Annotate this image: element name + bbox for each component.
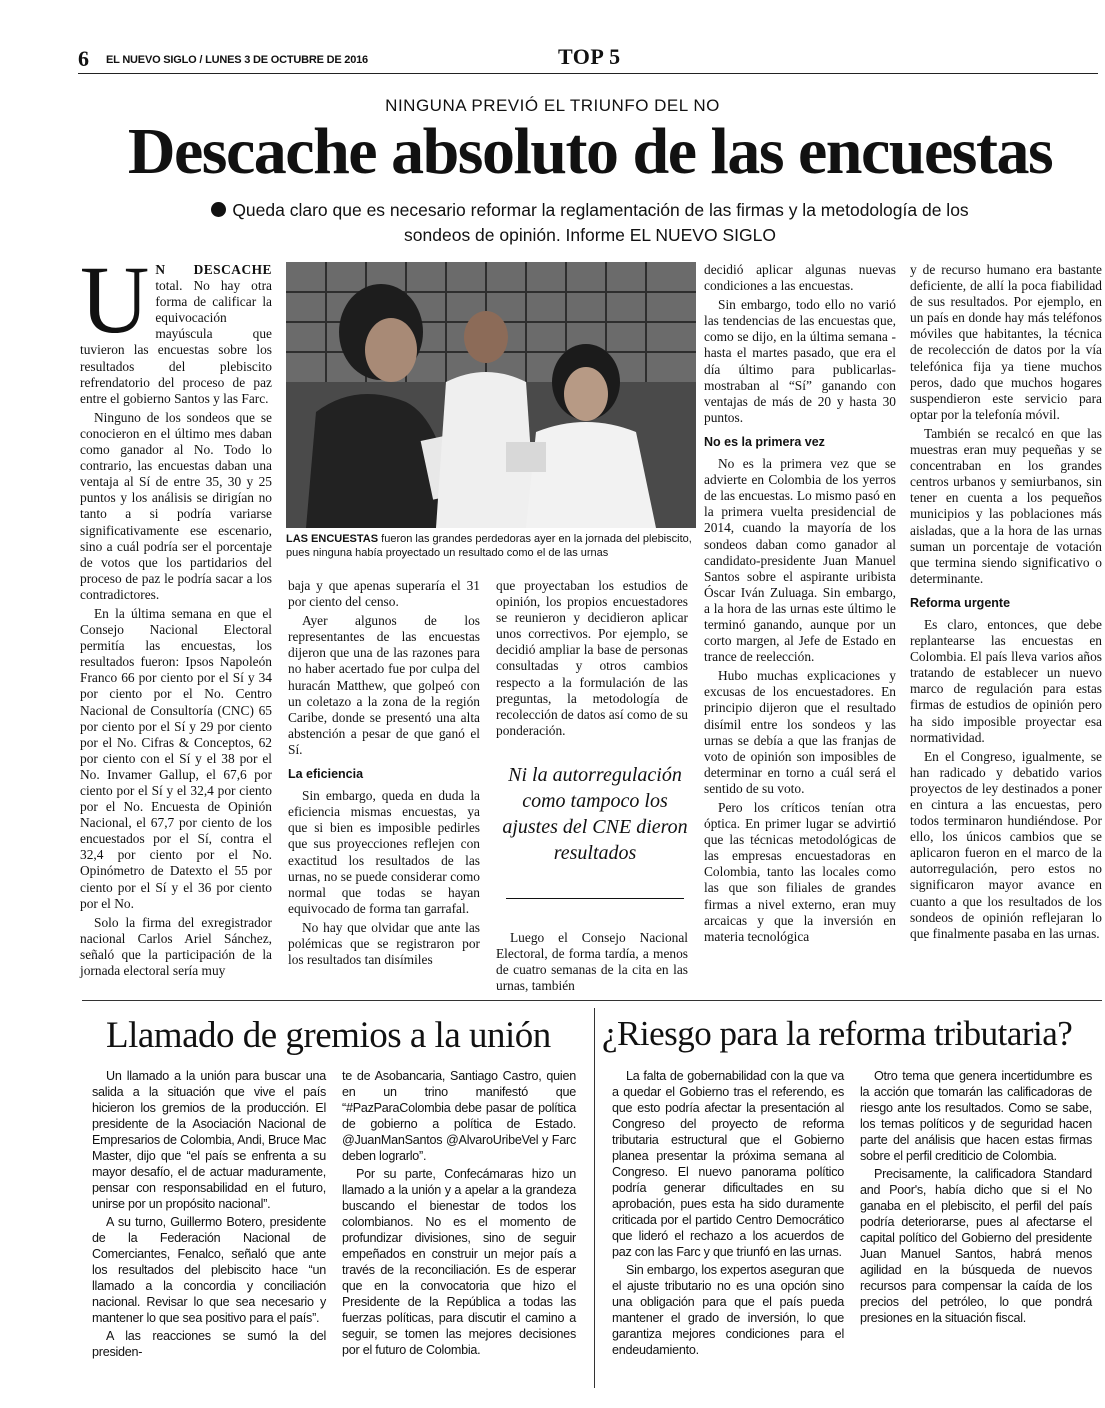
page-number: 6 bbox=[78, 46, 89, 71]
article-column-4 bbox=[704, 262, 896, 948]
section-title: TOP 5 bbox=[558, 44, 621, 69]
paragraph: Otro tema que genera incertidumbre es la acción que tomarán las calificadoras de riesgo ante los resultados. Como se sabe, los temas políticos y de seguridad hacen parte del análisis que hacen estas firmas sobre el perfil crediticio de Colombia. bbox=[860, 1069, 1092, 1163]
article-column-2 bbox=[288, 578, 480, 971]
paragraph: Hubo muchas explicaciones y excusas de los encuestadores. En principio dijeron que el resultado disímil entre los sondeos y las urnas se debía a que las franjas de voto de opinión son imposibles de determinar en torno a cuál será el sentido de su voto. bbox=[704, 668, 896, 796]
paragraph: En la última semana en que el Consejo Nacional Electoral permitía las encuestas, los resultados fueron: Ipsos Napoleón Franco 66 por ciento por el Sí y 34 por ciento por el No. Centro Nacional de Consultoría (CNC) 65 por ciento por el Sí y 29 por ciento por el No. Cifras & Conceptos, 62 por ciento con el Sí y el 38 por el No. Invamer Gallup, el 67,6 por ciento por el Sí y el 32,4 por ciento por el No. Encuesta de Opinión Nacional, el 67,7 por ciento de los encuestados por el Sí, contra el 32,4 por ciento por el No. Opinómetro de Datexto el 55 por ciento por el Sí y el 36 por ciento por el No. bbox=[80, 605, 272, 911]
paragraph: decidió aplicar algunas nuevas condiciones a las encuestas. bbox=[704, 262, 896, 294]
photo-caption bbox=[286, 532, 696, 560]
paragraph: Ayer algunos de los representantes de las encuestas dijeron que una de las razones para no haber acertado fue por culpa del huracán Matthew, que golpeó con un coletazo a la zona de la región Caribe, donde se presentó una alta abstención a pesar de que ganó el Sí. bbox=[288, 613, 480, 757]
paragraph: No es la primera vez que se advierte en Colombia de los yerros de las encuestas. Lo mismo pasó en la primera vuelta presidencial de 2014, cuando la mayoría de los sondeos daban como ganador al candidato-presidente Juan Manuel Santos sobre el aspirante uribista Óscar Iván Zuluaga. Sin embargo, a la hora de las urnas este último le terminó ganando, aunque por un corto margen, al Jefe de Estado en trance de reelección. bbox=[704, 456, 896, 665]
subheading: La eficiencia bbox=[288, 767, 364, 782]
paragraph: Luego el Consejo Nacional Electoral, de forma tardía, a menos de cuatro semanas de la cita en las urnas, también bbox=[496, 930, 688, 994]
gremios-headline: Llamado de gremios a la unión bbox=[106, 1015, 551, 1056]
paragraph: La falta de gobernabilidad con la que va a quedar el Gobierno tras el referendo, es que esto podría afectar la presentación al Congreso del proyecto de reforma tributaria estructural que el Gobierno planea presentar la próxima semana al Congreso. El nuevo panorama político podría generar dificultades en su aprobación, pues esta ha sido duramente criticada por el partido Centro Democrático que lideró el rechazo a los acuerdos de paz con las Farc y que triunfó en las urnas. bbox=[612, 1069, 844, 1259]
paragraph: Sin embargo, los expertos aseguran que el ajuste tributario no es una opción sino una obligación para que el país pueda mantener el grado de inversión, lo que garantiza mejores condiciones para el endeudamiento. bbox=[612, 1263, 844, 1357]
publication-date: EL NUEVO SIGLO / LUNES 3 DE OCTUBRE DE 2016 bbox=[106, 54, 368, 66]
paragraph: También se recalcó en que las muestras eran muy pequeñas y se concentraban en los grandes centros urbanos y semiurbanos, sin tener en cuenta a los pequeños municipios y las poblaciones más aisladas, que a la hora de las urnas suman un porcentaje de votación que termina siendo significativo o determinante. bbox=[910, 425, 1102, 586]
paragraph: A su turno, Guillermo Botero, presidente de la Federación Nacional de Comerciantes, Fenalco, señaló que ante los resultados del plebiscito hace “un llamado a la concordia y conciliación nacional. Revisar lo que sea necesario y mantener lo que sea positivo para el país”. bbox=[92, 1215, 326, 1325]
article-photo bbox=[286, 262, 696, 528]
paragraph: Precisamente, la calificadora Standard and Poor's, había dicho que si el No ganaba en el plebiscito, el perfil del país podría deteriorarse, pues al afectarse el capital político del Gobierno del presidente Juan Manuel Santos, habrá menos agilidad en la búsqueda de nuevos recursos para compensar la caída de los precios del petróleo, lo que pondrá presiones en la situación fiscal. bbox=[860, 1167, 1092, 1325]
gremios-column-1 bbox=[92, 1068, 326, 1362]
lead-caps: N DESCACHE bbox=[155, 262, 272, 277]
article-column-3 bbox=[496, 578, 688, 742]
article-column-5 bbox=[910, 262, 1102, 945]
drop-cap: U bbox=[80, 246, 150, 353]
paragraph: Sin embargo, queda en duda la eficiencia mismas encuestas, ya que si bien es imposible pedirles que sus proyecciones reflejen con exactitud los resultados de las urnas, no se puede considerar como normal que todas se hayan equivocado de forma tan garrafal. bbox=[288, 788, 480, 916]
pull-quote: Ni la autorregulación como tampoco los ajustes del CNE dieron resultados bbox=[502, 764, 688, 864]
pull-quote-rule bbox=[506, 898, 684, 899]
paragraph: y de recurso humano era bastante deficiente, de allí la poca fiabilidad de sus resultados. Por ejemplo, en un país en donde hay más teléfonos móviles que habitantes, la técnica de recolección de datos por la vía telefónica fija ya tiene muchos peros, dado que muchos hogares suspendieron este servicio para optar por la telefonía móvil. bbox=[910, 262, 1102, 422]
deck bbox=[180, 198, 1000, 248]
paragraph: total. No hay otra forma de calificar la equivocación mayúscula que tuvieron las encuestas sobre los resultados del plebiscito refrendatorio del proceso de paz entre el gobierno Santos y las Farc. bbox=[80, 278, 272, 406]
lead-paragraph bbox=[80, 246, 272, 407]
paragraph: Sin embargo, todo ello no varió las tendencias de las encuestas que, como se dijo, en la última semana -hasta el martes pasado, que era el día último para publicarlas- mostraban al “Sí” ganando con ventajas de más de 20 y hasta 30 puntos. bbox=[704, 297, 896, 425]
kicker: NINGUNA PREVIÓ EL TRIUNFO DEL NO bbox=[385, 96, 720, 115]
subheading: No es la primera vez bbox=[704, 434, 825, 449]
subheading: Reforma urgente bbox=[910, 595, 1011, 610]
caption-lead: LAS ENCUESTAS bbox=[286, 533, 379, 545]
paragraph: Solo la firma del exregistrador nacional Carlos Ariel Sánchez, señaló que la participación de la jornada electoral sería muy bbox=[80, 914, 272, 979]
paragraph: Un llamado a la unión para buscar una salida a la situación que vive el país hicieron los gremios de la producción. El presidente de la Asociación Nacional de Empresarios de Colombia, Andi, Bruce Mac Master, dijo que “el país se enfrenta a su mayor desafío, el de actuar maduramente, pensar con responsabilidad en el futuro, unirse por un propósito nacional”. bbox=[92, 1069, 326, 1211]
paragraph: Por su parte, Confecámaras hizo un llamado a la unión y a apelar a la grandeza buscando el bienestar de todos los colombianos. No es el momento de profundizar divisiones, sino de seguir empeñados en construir un mejor país a través de la reconciliación. Es de esperar que en la convocatoria que hizo el Presidente de la República a todas las fuerzas políticas, para discutir el camino a seguir, se tomen las mejores decisiones por el futuro de Colombia. bbox=[342, 1167, 576, 1357]
paragraph: te de Asobancaria, Santiago Castro, quien en un trino manifestó que “#PazParaColombia debe pasar de política de gobierno a política de Estado. @JuanManSantos @AlvaroUribeVel y Farc deben lograrlo”. bbox=[342, 1069, 576, 1163]
page-header bbox=[78, 44, 1098, 74]
article-column-3-end bbox=[496, 930, 688, 997]
photo-illustration bbox=[286, 262, 696, 528]
bullet-icon bbox=[211, 202, 226, 217]
paragraph: Ninguno de los sondeos que se conocieron en el último mes daban como ganador al No. Todo lo contrario, las encuestas daban una ventaja al Sí de entre 35, 30 y 25 puntos y los análisis se dirigían no tanto a si podría variarse significativamente ese escenario, sino a cuál podría ser el porcentaje de votos que los partidarios del proceso de paz le podría sacar a los contradictores. bbox=[80, 409, 272, 602]
paragraph: Pero los críticos tenían otra óptica. En primer lugar se advirtió que las técnicas metodológicas de las empresas encuestadoras en Colombia, tanto las locales como las que son filiales de grandes firmas a nivel externo, eran muy arcaicas y que la inversión en materia tecnológica bbox=[704, 800, 896, 944]
tributaria-column-1 bbox=[612, 1068, 844, 1360]
paragraph: En el Congreso, igualmente, se han radicado y debatido varios proyectos de ley destinados a poner en cintura a las encuestas, pero todos terminaron hundiéndose. Por ello, los únicos cambios que se aplicaron fueron en el marco de la autorregulación, pero estos no significaron mayor avance en cuanto a que los resultados de los sondeos de opinión reflejaran lo que finalmente pasaba en las urnas. bbox=[910, 748, 1102, 941]
paragraph: A las reacciones se sumó la del presiden- bbox=[92, 1329, 326, 1359]
paragraph: No hay que olvidar que ante las polémicas que se registraron por los resultados tan disímiles bbox=[288, 919, 480, 968]
caption-text: fueron las grandes perdedoras ayer en la jornada del plebiscito, pues ninguna había proyectado un resultado como el de las urnas bbox=[286, 533, 692, 559]
article-column-1 bbox=[80, 246, 272, 982]
gremios-column-2 bbox=[342, 1068, 576, 1360]
paragraph: que proyectaban los estudios de opinión, los propios encuestadores se reunieron y decidieron aplicar unos correctivos. Por ejemplo, se decidió ampliar la base de personas consultadas y otros cambios respecto a la formulación de las preguntas, la metodología de recolección de datos así como de su ponderación. bbox=[496, 578, 688, 738]
deck-text: Queda claro que es necesario reformar la reglamentación de las firmas y la metodología de los sondeos de opinión. Informe EL NUEVO SIGLO bbox=[232, 200, 969, 245]
paragraph: Es claro, entonces, que debe replantearse las encuestas en Colombia. El país lleva varios años tratando de establecer un nuevo marco de regulación para estas firmas de estudios de opinión pero ha sido imposible proyectar esa normatividad. bbox=[910, 616, 1102, 745]
paragraph: baja y que apenas superaría el 31 por ciento del censo. bbox=[288, 578, 480, 610]
column-divider bbox=[594, 1008, 595, 1388]
headline: Descache absoluto de las encuestas bbox=[127, 115, 1053, 188]
tributaria-headline: ¿Riesgo para la reforma tributaria? bbox=[602, 1014, 1073, 1053]
section-divider bbox=[82, 1000, 1102, 1001]
tributaria-column-2 bbox=[860, 1068, 1092, 1328]
